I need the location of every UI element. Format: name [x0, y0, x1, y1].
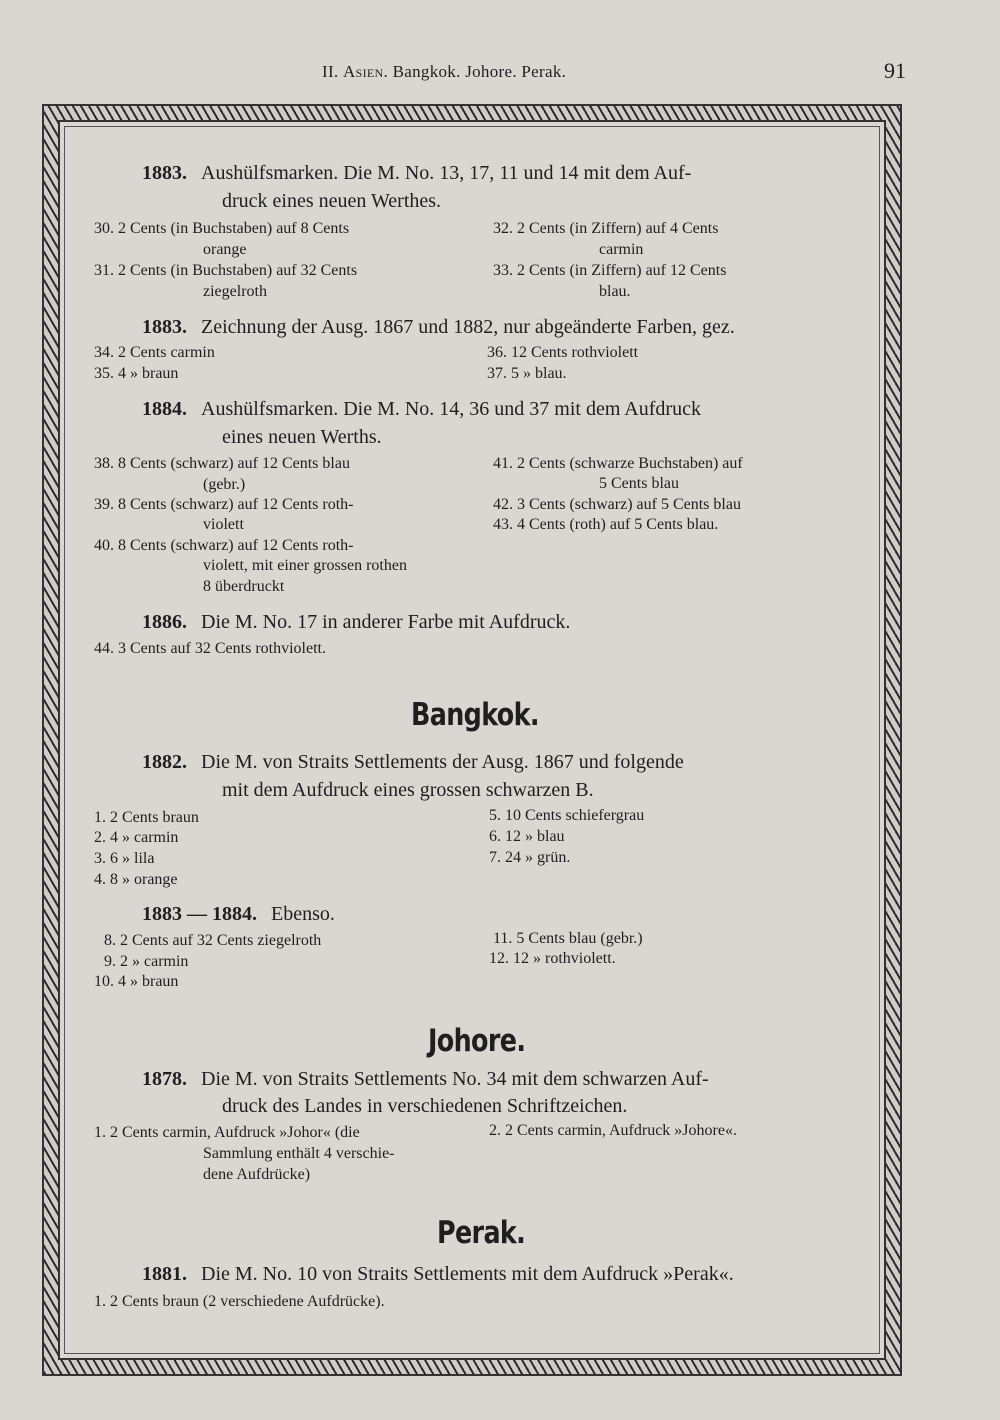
bangkok-left2-2: 10. 4 » braun — [94, 973, 179, 990]
s1-heading — [142, 162, 691, 185]
s3-right-3: 43. 4 Cents (roth) auf 5 Cents blau. — [493, 516, 719, 533]
s3-left-3: violett — [203, 516, 244, 533]
bangkok-right-0: 5. 10 Cents schiefergrau — [489, 807, 645, 824]
s2-item-36: 36. 12 Cents rothviolett — [487, 344, 639, 361]
s1-item-30-color: orange — [203, 241, 247, 258]
perak-heading — [142, 1263, 734, 1286]
perak-text1: Die M. No. 10 von Straits Settlements mit dem Aufdruck »Perak«. — [201, 1263, 734, 1285]
page-number: 91 — [884, 58, 906, 83]
bangkok-heading2 — [142, 903, 335, 926]
perak-year: 1881. — [142, 1263, 187, 1285]
s3-right-2: 42. 3 Cents (schwarz) auf 5 Cents blau — [493, 496, 741, 513]
s2-year: 1883. — [142, 316, 187, 338]
bangkok-year: 1882. — [142, 751, 187, 773]
s3-text2: eines neuen Werths. — [222, 426, 382, 448]
s3-left-1: (gebr.) — [203, 476, 246, 493]
s3-heading — [142, 398, 701, 421]
bangkok-heading — [142, 751, 684, 774]
header-part: II. — [322, 62, 339, 81]
bangkok-left-3: 4. 8 » orange — [94, 871, 178, 888]
frame-inner — [58, 120, 886, 1360]
bangkok-left2-1: 9. 2 » carmin — [104, 953, 189, 970]
s1-text1: Aushülfsmarken. Die M. No. 13, 17, 11 und 14 mit dem Auf- — [201, 162, 692, 184]
s4-text1: Die M. No. 17 in anderer Farbe mit Aufdruck. — [201, 611, 571, 633]
header-rest: Bangkok. Johore. Perak. — [392, 62, 567, 81]
s3-text1: Aushülfsmarken. Die M. No. 14, 36 und 37 mit dem Aufdruck — [201, 398, 701, 420]
s3-year: 1884. — [142, 398, 187, 420]
johore-heading — [142, 1068, 709, 1091]
s1-item-31-color: ziegelroth — [203, 283, 267, 300]
perak-item-1: 1. 2 Cents braun (2 verschiedene Aufdrücke). — [94, 1293, 385, 1310]
header-region: Asien. — [343, 62, 389, 81]
s1-year: 1883. — [142, 162, 187, 184]
johore-right-0: 2. 2 Cents carmin, Aufdruck »Johore«. — [489, 1122, 737, 1139]
section-title-perak: Perak. — [437, 1215, 526, 1251]
s1-text2: druck eines neuen Werthes. — [222, 190, 442, 212]
s2-item-34: 34. 2 Cents carmin — [94, 344, 215, 361]
s2-heading — [142, 316, 735, 339]
bangkok-right2-1: 12. 12 » rothviolett. — [489, 950, 616, 967]
bangkok-right2-0: 11. 5 Cents blau (gebr.) — [493, 930, 643, 947]
s3-left-5: violett, mit einer grossen rothen — [203, 557, 407, 574]
s3-right-1: 5 Cents blau — [599, 475, 679, 492]
bangkok-year2: 1883 — 1884. — [142, 903, 257, 925]
bangkok-left-1: 2. 4 » carmin — [94, 829, 179, 846]
section-title-johore: Johore. — [428, 1023, 526, 1059]
johore-text1: Die M. von Straits Settlements No. 34 mit dem schwarzen Auf- — [201, 1068, 709, 1090]
s2-item-35: 35. 4 » braun — [94, 365, 179, 382]
s4-item-44: 44. 3 Cents auf 32 Cents rothviolett. — [94, 640, 326, 657]
johore-left-2: dene Aufdrücke) — [203, 1166, 311, 1183]
s1-item-31: 31. 2 Cents (in Buchstaben) auf 32 Cents — [94, 262, 358, 279]
johore-left-1: Sammlung enthält 4 verschie- — [203, 1145, 395, 1162]
s1-item-32-color: carmin — [599, 241, 644, 258]
bangkok-left-0: 1. 2 Cents braun — [94, 809, 199, 826]
s3-right-0: 41. 2 Cents (schwarze Buchstaben) auf — [493, 455, 743, 472]
bangkok-text1: Die M. von Straits Settlements der Ausg. 1867 und folgende — [201, 751, 684, 773]
bangkok-text3: Ebenso. — [271, 903, 335, 925]
johore-year: 1878. — [142, 1068, 187, 1090]
bangkok-right-1: 6. 12 » blau — [489, 828, 565, 845]
s1-item-33-color: blau. — [599, 283, 631, 300]
section-title-bangkok: Bangkok. — [411, 697, 539, 733]
johore-left-0: 1. 2 Cents carmin, Aufdruck »Johor« (die — [94, 1124, 360, 1141]
s3-left-2: 39. 8 Cents (schwarz) auf 12 Cents roth- — [94, 496, 354, 513]
s2-text1: Zeichnung der Ausg. 1867 und 1882, nur abgeänderte Farben, gez. — [201, 316, 735, 338]
johore-text2: druck des Landes in verschiedenen Schriftzeichen. — [222, 1095, 628, 1117]
s1-item-30: 30. 2 Cents (in Buchstaben) auf 8 Cents — [94, 220, 350, 237]
ornamental-border — [42, 104, 902, 1376]
s2-item-37: 37. 5 » blau. — [487, 365, 567, 382]
s3-left-0: 38. 8 Cents (schwarz) auf 12 Cents blau — [94, 455, 350, 472]
s3-left-4: 40. 8 Cents (schwarz) auf 12 Cents roth- — [94, 537, 354, 554]
bangkok-left-2: 3. 6 » lila — [94, 850, 155, 867]
bangkok-text2: mit dem Aufdruck eines grossen schwarzen B. — [222, 779, 594, 801]
header-title — [322, 62, 566, 82]
s3-left-6: 8 überdruckt — [203, 578, 285, 595]
bangkok-left2-0: 8. 2 Cents auf 32 Cents ziegelroth — [104, 932, 322, 949]
s4-year: 1886. — [142, 611, 187, 633]
running-header — [0, 58, 1000, 92]
bangkok-right-2: 7. 24 » grün. — [489, 849, 571, 866]
s4-heading — [142, 611, 570, 634]
s1-item-33: 33. 2 Cents (in Ziffern) auf 12 Cents — [493, 262, 727, 279]
s1-item-32: 32. 2 Cents (in Ziffern) auf 4 Cents — [493, 220, 719, 237]
